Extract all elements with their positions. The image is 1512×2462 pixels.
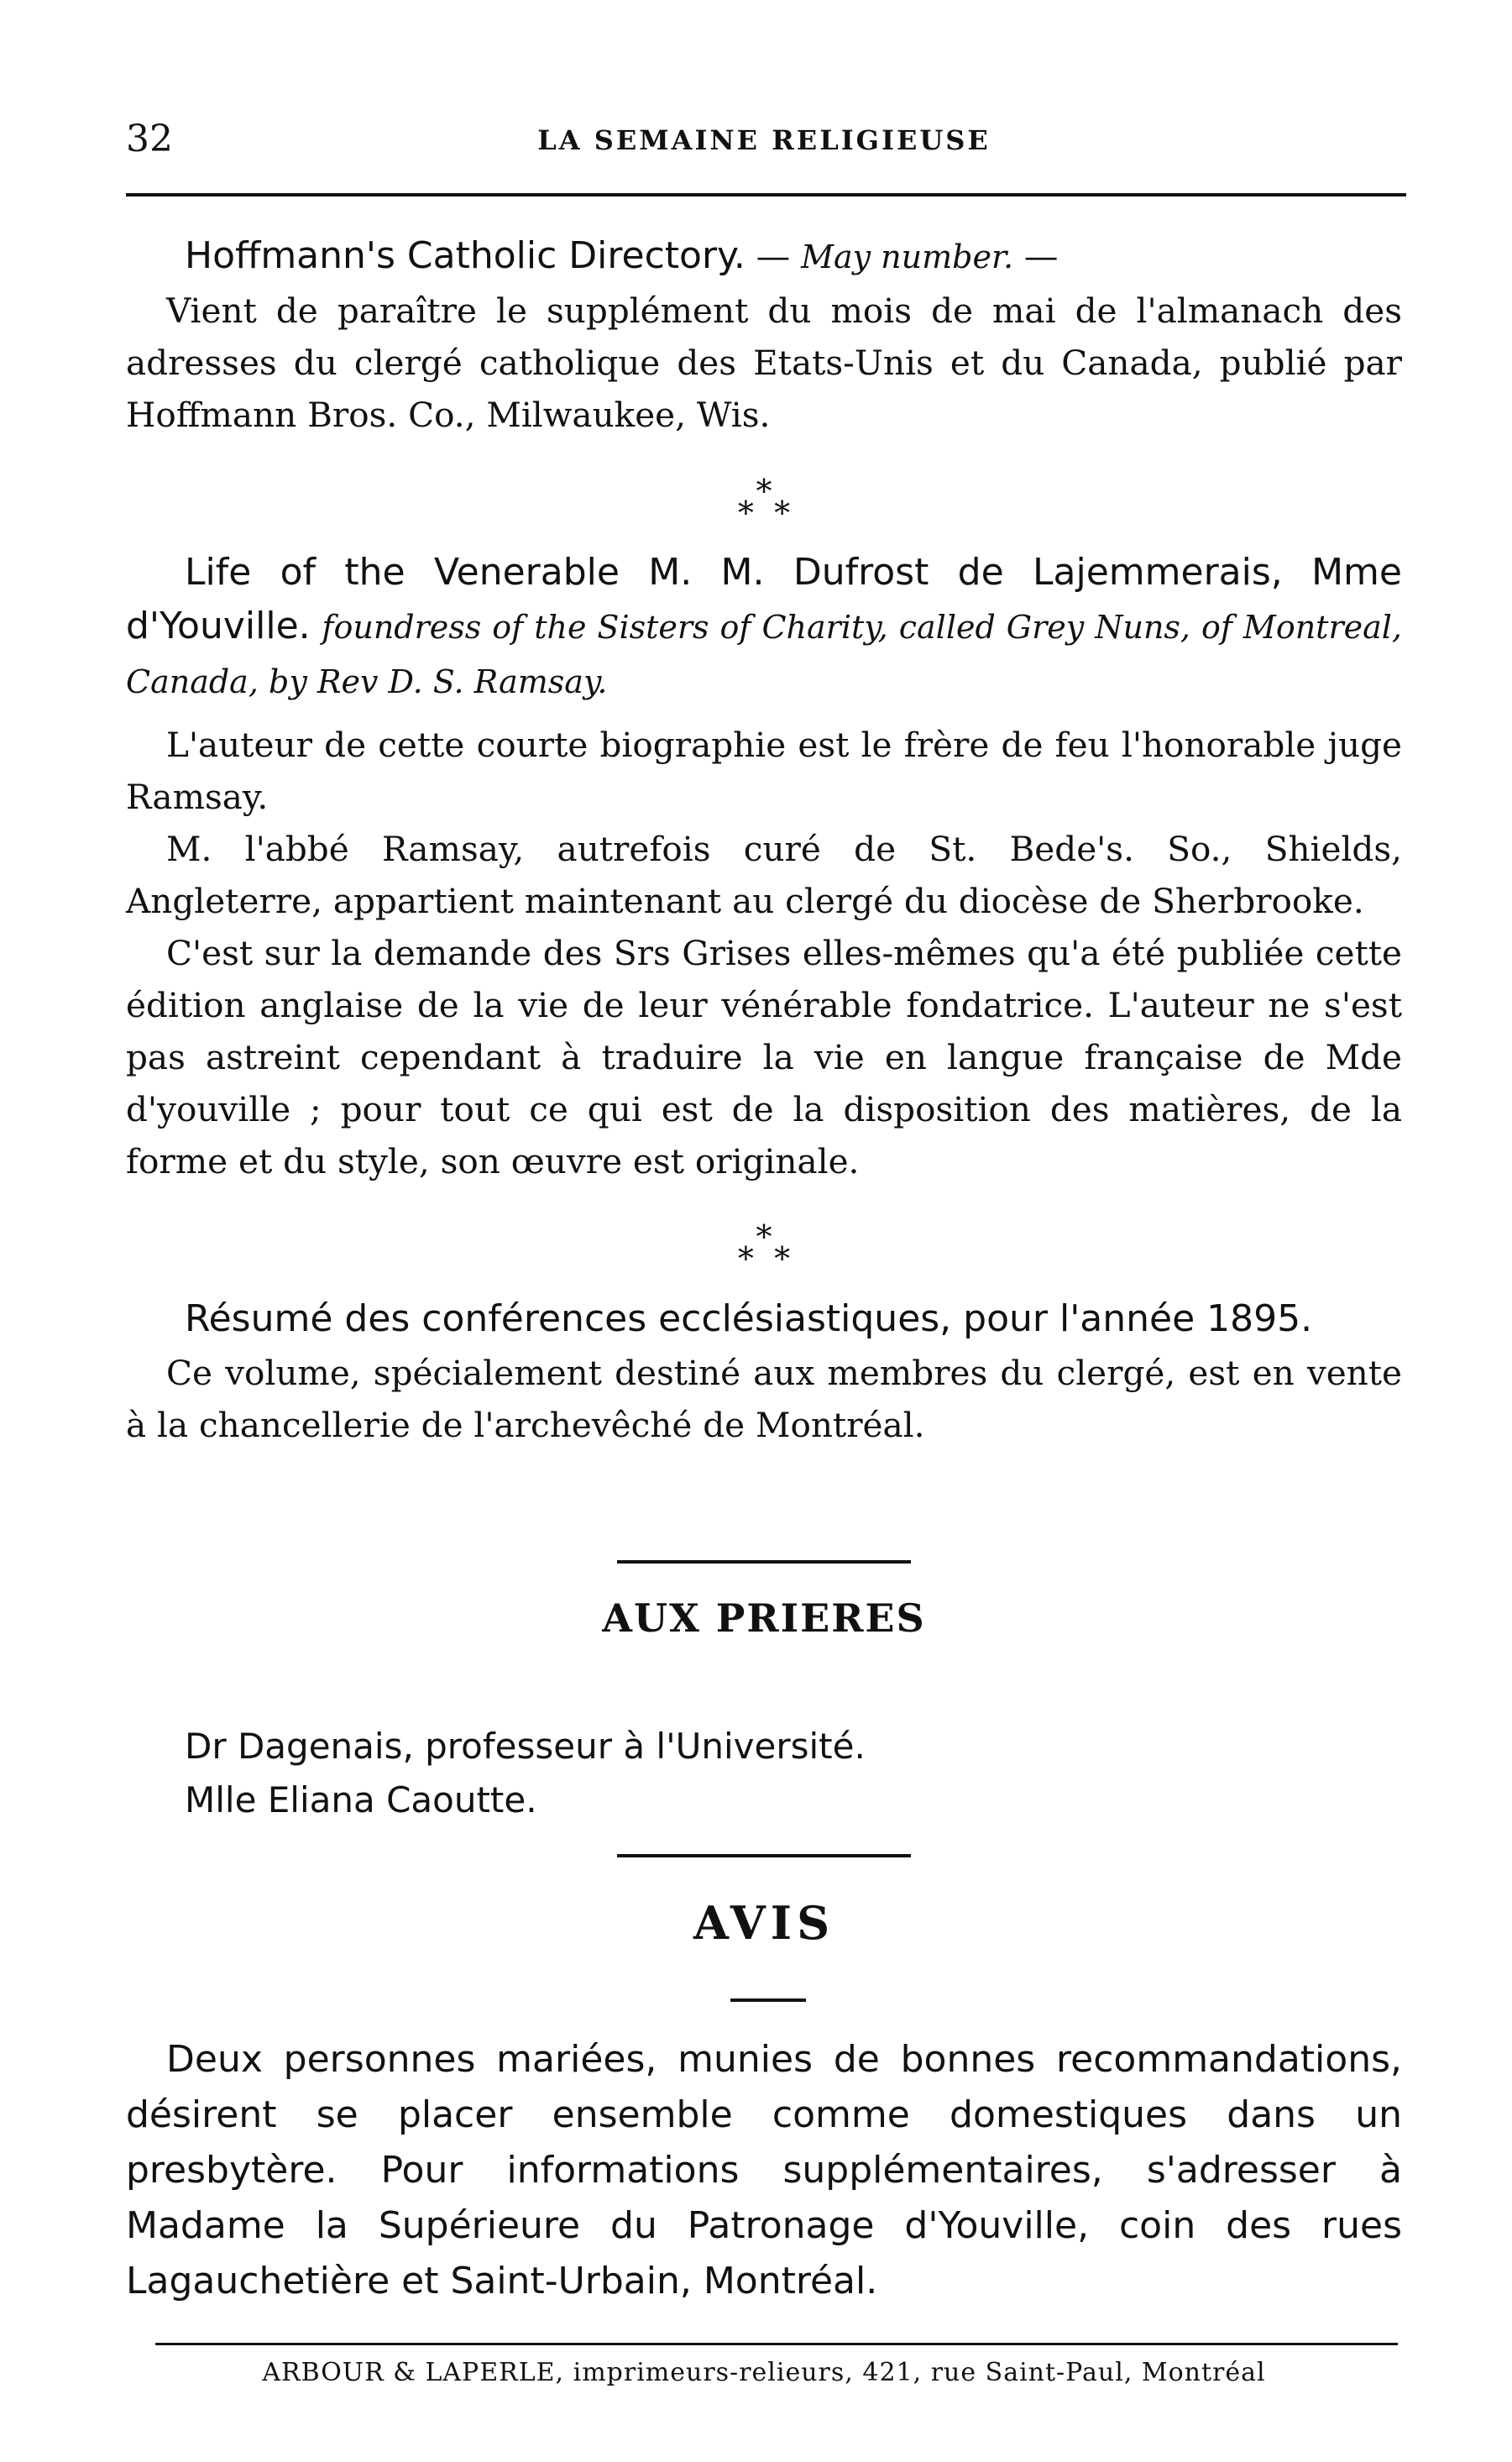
printer-imprint: ARBOUR & LAPERLE, imprimeurs-relieurs, 421, rue Saint-Paul, Montréal [262, 2358, 1266, 2387]
prayer-entry: Dr Dagenais, professeur à l'Université. [185, 1726, 866, 1767]
prayer-entry: Mlle Eliana Caoutte. [185, 1779, 537, 1820]
avis-rule [730, 1998, 806, 2002]
asterism-2: * * * [737, 1218, 791, 1277]
article-youville [126, 546, 1402, 1187]
article-title: Résumé des conférences ecclésiastiques, pour l'année 1895. [185, 1297, 1313, 1340]
article-paragraph: M. l'abbé Ramsay, autrefois curé de St. Bede's. So., Shields, Angleterre, appartient maintenant au clergé du diocèse de Sherbrooke. [126, 829, 1402, 921]
page-number: 32 [126, 118, 173, 160]
section-rule [617, 1560, 911, 1564]
dash: — [1013, 236, 1059, 276]
article-paragraph: C'est sur la demande des Srs Grises elles-mêmes qu'a été publiée cette édition anglaise de la vie de leur vénérable fondatrice. L'auteur ne s'est pas astreint cependant à traduire la vie en langue française de Mde d'youville ; pour tout ce qui est de la disposition des matières, de la forme et du style, son œuvre est originale. [126, 933, 1402, 1181]
prayers-title: AUX PRIERES [602, 1595, 926, 1641]
avis-body: Deux personnes mariées, munies de bonnes recommandations, désirent se placer ensemble comme domestiques dans un presbytère. Pour informations supplémentaires, s'adresser à Madame la Supérieure du Patronage d'Youville, coin des rues Lagauchetière et Saint-Urbain, Montréal. [126, 2038, 1402, 2302]
header-rule [126, 193, 1406, 196]
dash: — [745, 236, 802, 276]
article-body: Ce volume, spécialement destiné aux membres du clergé, est en vente à la chancellerie de l'archevêché de Montréal. [126, 1353, 1402, 1445]
avis-notice [126, 2032, 1402, 2309]
article-paragraph: L'auteur de cette courte biographie est le frère de feu l'honorable juge Ramsay. [126, 725, 1402, 817]
article-title: Hoffmann's Catholic Directory. [185, 234, 746, 277]
page-header [126, 118, 1402, 168]
article-title: Life of the Venerable M. M. Dufrost de Lajemmerais, Mme d'Youville. [126, 551, 1402, 647]
article-conferences [126, 1291, 1402, 1451]
avis-title: AVIS [693, 1896, 835, 1950]
article-body: Vient de paraître le supplément du mois de mai de l'almanach des adresses du clergé catholique des Etats-Unis et du Canada, publié par Hoffmann Bros. Co., Milwaukee, Wis. [126, 291, 1402, 435]
article-hoffmann [126, 228, 1402, 441]
section-rule [617, 1854, 911, 1857]
article-subtitle: foundress of the Sisters of Charity, called Grey Nuns, of Montreal, Canada, by Rev D. S. Ramsay. [126, 609, 1402, 700]
asterism-1: * * * [737, 473, 791, 532]
article-subtitle: May number. [801, 238, 1014, 275]
running-title: LA SEMAINE RELIGIEUSE [537, 124, 991, 156]
footer-rule [155, 2343, 1398, 2345]
